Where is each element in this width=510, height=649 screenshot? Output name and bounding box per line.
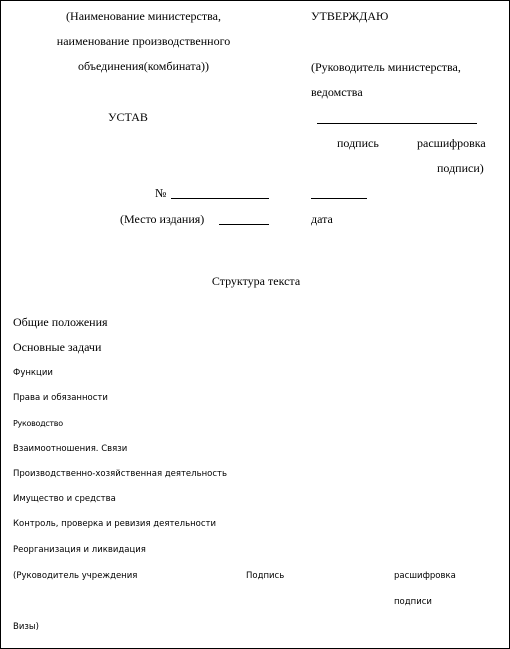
footer-decode-line2: подписи xyxy=(394,597,432,607)
approve-label: УТВЕРЖДАЮ xyxy=(311,9,389,23)
date-caption: дата xyxy=(311,212,333,226)
section-production: Производственно-хозяйственная деятельность xyxy=(13,469,227,479)
number-sign: № xyxy=(155,186,167,200)
section-control: Контроль, проверка и ревизия деятельности xyxy=(13,519,217,529)
section-functions: Функции xyxy=(13,368,53,378)
signature-line xyxy=(317,123,477,124)
section-relations: Взаимоотношения. Связи xyxy=(13,444,128,454)
section-main-tasks: Основные задачи xyxy=(13,340,102,354)
section-reorganization: Реорганизация и ликвидация xyxy=(13,545,146,555)
signature-caption: подпись xyxy=(337,136,379,150)
section-management: Руководство xyxy=(13,419,63,428)
place-caption: (Место издания) xyxy=(120,212,205,226)
ministry-name-line3: объединения(комбината)) xyxy=(77,59,210,73)
head-line2: ведомства xyxy=(311,85,363,99)
section-rights: Права и обязанности xyxy=(13,393,108,403)
number-line xyxy=(171,198,269,199)
ministry-name-line1: (Наименование министерства, xyxy=(66,9,221,23)
head-line1: (Руководитель министерства, xyxy=(311,60,461,74)
decode-caption-line2: подписи) xyxy=(437,161,484,175)
footer-head: (Руководитель учреждения xyxy=(13,571,138,581)
date-line xyxy=(311,198,367,199)
place-line xyxy=(219,224,269,225)
decode-caption-line1: расшифровка xyxy=(417,136,486,150)
document-title: УСТАВ xyxy=(108,110,148,124)
structure-heading: Структура текста xyxy=(211,274,301,288)
section-general: Общие положения xyxy=(13,315,108,329)
footer-decode-line1: расшифровка xyxy=(394,571,456,581)
footer-visas: Визы) xyxy=(13,622,39,632)
footer-signature: Подпись xyxy=(246,571,285,581)
ministry-name-line2: наименование производственного xyxy=(56,34,231,48)
section-property: Имущество и средства xyxy=(13,494,116,504)
